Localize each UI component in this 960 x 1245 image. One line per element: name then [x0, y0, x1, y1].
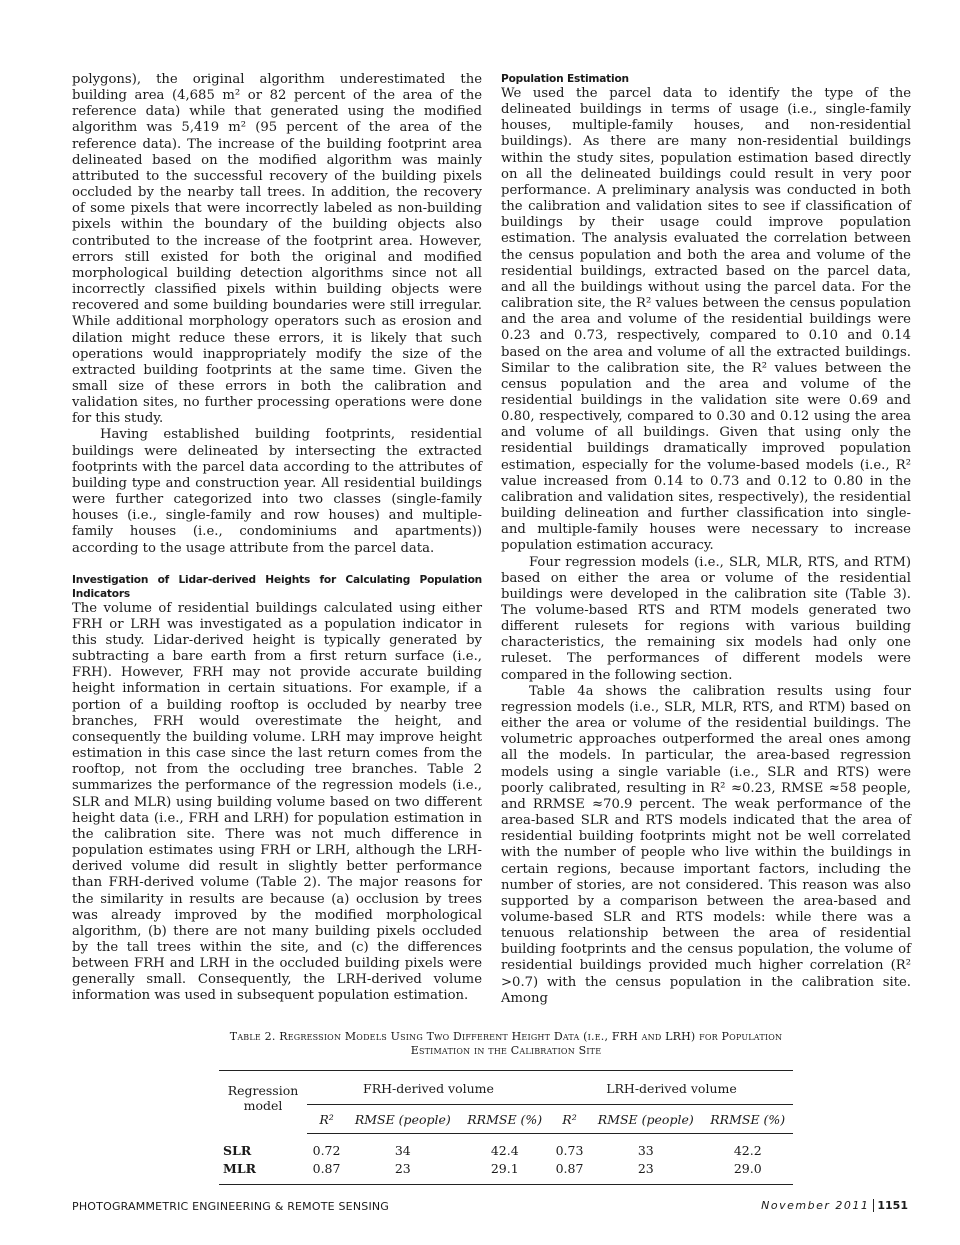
cell-value: 0.87 — [550, 1160, 589, 1185]
regression-table — [219, 1070, 793, 1185]
page-footer — [761, 1199, 908, 1212]
cell-value: 0.87 — [307, 1160, 346, 1185]
col-header-rrmse: RRMSE (%) — [702, 1105, 793, 1134]
section-heading: Population Estimation — [501, 73, 629, 85]
row-header: Regression model — [219, 1071, 307, 1134]
col-header-rmse: RMSE (people) — [346, 1105, 459, 1134]
body-paragraph: Four regression models (i.e., SLR, MLR, RTS, and RTM) based on either the area or volume of the residential buildings were developed in the calibration site (Table 3). The volume-based RTS and RTM models generated two different rulesets for regions with various building characteristics, the remaining six models had only one ruleset. The performances of different models were compared in the following section. — [501, 554, 911, 683]
section-heading: Investigation of Lidar-derived Heights for Calculating Population Indicators — [72, 573, 482, 600]
cell-value: 29.1 — [460, 1160, 550, 1185]
cell-value: 0.73 — [555, 1143, 584, 1158]
cell-value: 23 — [346, 1160, 459, 1185]
cell-value: 42.4 — [490, 1143, 519, 1158]
cell-value: 0.72 — [312, 1143, 341, 1158]
body-paragraph: polygons), the original algorithm underestimated the building area (4,685 m² or 82 percent of the area of the reference data) while that generated using the modified algorithm was 5,419 m² (95 percent of the area of the reference data). The increase of the building footprint area delineated based on the modified algorithm was mainly attributed to the successful recovery of the building pixels occluded by the nearby tall trees. In addition, the recovery of some pixels that were incorrectly labeled as non-building pixels within the boundary of the building objects also contributed to the increase of the footprint area. However, errors still existed for both the original and modified morphological building detection algorithms since not all incorrectly classified pixels within building objects were recovered and some building boundaries were still irregular. While additional morphology operators such as erosion and dilation might reduce these errors, it is likely that such operations would inappropriately modify the size of the extracted building footprints at the same time. Given the small size of these errors in both the calibration and validation sites, no further processing operations were done for this study. — [72, 72, 482, 427]
cell-value: 42.2 — [733, 1143, 762, 1158]
journal-name: PHOTOGRAMMETRIC ENGINEERING & REMOTE SENSING — [72, 1200, 390, 1213]
page-number: 1151 — [873, 1199, 908, 1212]
table-row — [219, 1134, 793, 1161]
issue-date: November 2011 — [761, 1199, 870, 1212]
model-name: SLR — [223, 1142, 252, 1158]
cell-value: 23 — [589, 1160, 702, 1185]
left-column — [72, 72, 482, 1005]
table-2 — [219, 1030, 793, 1185]
cell-value: 29.0 — [702, 1160, 793, 1185]
cell-value: 34 — [394, 1143, 411, 1158]
group-header-frh: FRH-derived volume — [307, 1071, 550, 1105]
body-paragraph: Having established building footprints, residential buildings were delineated by intersecting the extracted footprints with the parcel data according to the attributes of building type and construction year. All residential buildings were further categorized into two classes (single-family houses (i.e., single-family and row houses) and multiple-family houses (i.e., condominiums and apartments)) according to the usage attribute from the parcel data. — [72, 427, 482, 556]
col-header-rmse: RMSE (people) — [589, 1105, 702, 1134]
table-caption: Table 2. Regression Models Using Two Different Height Data (i.e., FRH and LRH) for Population — [229, 1030, 783, 1043]
group-header-lrh: LRH-derived volume — [550, 1071, 793, 1105]
right-column — [501, 72, 911, 1007]
cell-value: 33 — [637, 1143, 654, 1158]
table-caption: Estimation in the Calibration Site — [410, 1044, 602, 1057]
body-paragraph: We used the parcel data to identify the type of the delineated buildings in terms of usage (i.e., single-family houses, multiple-family houses, and non-residential buildings). As there are many non-residential buildings within the study sites, population estimation based directly on all the delineated buildings could result in very poor performance. A preliminary analysis was conducted in both the calibration and validation sites to see if classification of buildings by their usage could improve population estimation. The analysis evaluated the correlation between the census population and both the area and volume of the residential buildings, extracted based on the parcel data, and all the buildings without using the parcel data. For the calibration site, the R² values between the census population and the area and volume of the residential buildings were 0.23 and 0.73, respectively, compared to 0.10 and 0.14 based on the area and volume of all the extracted buildings. Similar to the calibration site, the R² values between the census population and the area and volume of the residential buildings in the validation site were 0.69 and 0.80, respectively, compared to 0.30 and 0.12 using the area and volume of all buildings. Given that using only the residential buildings dramatically improved population estimation, especially for the volume-based models (i.e., R² value increased from 0.14 to 0.73 and 0.12 to 0.80 in the calibration and validation sites, respectively), the residential building delineation and further classification into single- and multiple-family houses were necessary to increase population estimation accuracy. — [501, 86, 911, 554]
col-header-r2: R² — [550, 1105, 589, 1134]
table-row — [219, 1160, 793, 1185]
body-paragraph: Table 4a shows the calibration results using four regression models (i.e., SLR, MLR, RTS, and RTM) based on either the area or volume of the residential buildings. The volumetric approaches outperformed the areal ones among all the models. In particular, the area-based regression models using a single variable (i.e., SLR and RTS) were poorly calibrated, resulting in R² ≈0.23, RMSE ≈58 people, and RRMSE ≈70.9 percent. The weak performance of the area-based SLR and RTS models indicated that the area of residential building footprints might not be well correlated with the number of people who live within the buildings in certain regions, because important factors, including the number of stories, are not considered. This reason was also supported by a comparison between the area-based and volume-based SLR and RTS models: while there was a tenuous relationship between the area of residential building footprints and the census population, the volume of residential buildings provided much higher correlation (R² >0.7) with the census population in the calibration site. Among — [501, 683, 911, 1006]
body-paragraph: The volume of residential buildings calculated using either FRH or LRH was investigated as a population indicator in this study. Lidar-derived height is typically generated by subtracting a bare earth from a first return surface (i.e., FRH). However, FRH may not provide accurate building height information in certain situations. For example, if a portion of a building rooftop is occluded by nearby tree branches, FRH would overestimate the height, and consequently the building volume. LRH may improve height estimation in this case since the last return comes from the rooftop, not from the occluding tree branches. Table 2 summarizes the performance of the regression models (i.e., SLR and MLR) using building volume based on two different height data (i.e., FRH and LRH) for population estimation in the calibration site. There was not much difference in population estimates using FRH or LRH, although the LRH-derived volume did result in slightly better performance than FRH-derived volume (Table 2). The major reasons for the similarity in results are because (a) occlusion by trees was already improved by the modified morphological algorithm, (b) there are not many building pixels occluded by the tall trees within the site, and (c) the differences between FRH and LRH in the occluded building pixels were generally small. Consequently, the LRH-derived volume information was used in subsequent population estimation. — [72, 600, 482, 1004]
col-header-rrmse: RRMSE (%) — [460, 1105, 550, 1134]
col-header-r2: R² — [307, 1105, 346, 1134]
model-name: MLR — [219, 1160, 307, 1185]
